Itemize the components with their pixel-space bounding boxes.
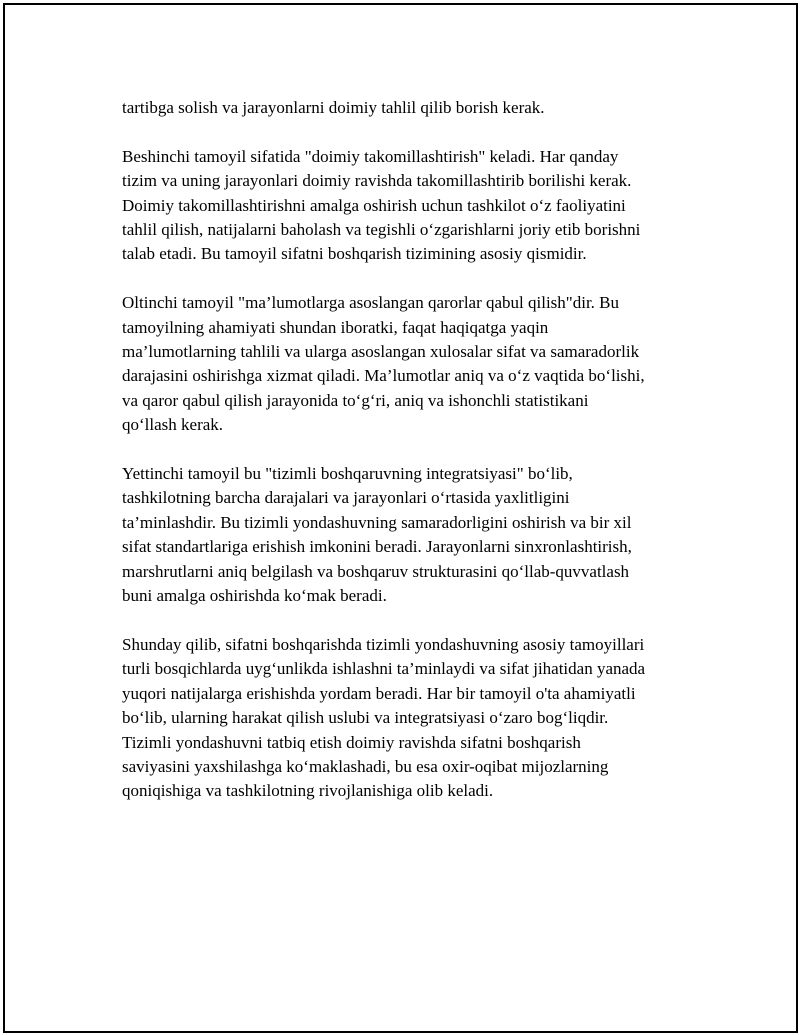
- paragraph-sixth-principle: [122, 291, 707, 437]
- text-line: tashkilotning barcha darajalari va jarayonlari o‘rtasida yaxlitligini: [122, 488, 570, 508]
- text-line: ma’lumotlarning tahlili va ularga asoslangan xulosalar sifat va samaradorlik: [122, 342, 640, 362]
- text-line: Beshinchi tamoyil sifatida "doimiy takomillashtirish" keladi. Har qanday: [122, 146, 619, 166]
- document-page: [3, 3, 798, 1033]
- text-line: qo‘llash kerak.: [122, 415, 224, 435]
- text-line: saviyasini yaxshilashga ko‘maklashadi, bu esa oxir-oqibat mijozlarning: [122, 756, 609, 776]
- text-line: bo‘lib, ularning harakat qilish uslubi va integratsiyasi o‘zaro bog‘liqdir.: [122, 708, 609, 728]
- text-line: tartibga solish va jarayonlarni doimiy tahlil qilib borish kerak.: [122, 98, 545, 117]
- text-line: darajasini oshirishga xizmat qiladi. Ma’lumotlar aniq va o‘z vaqtida bo‘lishi,: [122, 366, 645, 386]
- text-line: talab etadi. Bu tamoyil sifatni boshqarish tizimining asosiy qismidir.: [122, 244, 587, 264]
- text-line: va qaror qabul qilish jarayonida to‘g‘ri, aniq va ishonchli statistikani: [122, 390, 589, 410]
- paragraph-fifth-principle: [122, 145, 707, 267]
- text-line: Doimiy takomillashtirishni amalga oshirish uchun tashkilot o‘z faoliyatini: [122, 195, 626, 215]
- text-line: tizim va uning jarayonlari doimiy ravishda takomillashtirib borilishi kerak.: [122, 171, 632, 191]
- text-line: ta’minlashdir. Bu tizimli yondashuvning samaradorligini oshirish va bir xil: [122, 512, 632, 532]
- text-line: Tizimli yondashuvni tatbiq etish doimiy ravishda sifatni boshqarish: [122, 732, 581, 752]
- text-line: yuqori natijalarga erishishda yordam beradi. Har bir tamoyil o'ta ahamiyatli: [122, 683, 636, 703]
- text-line: buni amalga oshirishda ko‘mak beradi.: [122, 586, 387, 606]
- paragraph-continuation: [122, 96, 707, 120]
- text-line: qoniqishiga va tashkilotning rivojlanishiga olib keladi.: [122, 781, 494, 801]
- text-line: Oltinchi tamoyil "ma’lumotlarga asoslangan qarorlar qabul qilish"dir. Bu: [122, 293, 620, 313]
- text-line: tahlil qilish, natijalarni baholash va tegishli o‘zgarishlarni joriy etib borishni: [122, 220, 641, 240]
- text-line: marshrutlarni aniq belgilash va boshqaruv strukturasini qo‘llab-quvvatlash: [122, 561, 630, 581]
- text-line: Shunday qilib, sifatni boshqarishda tizimli yondashuvning asosiy tamoyillari: [122, 634, 645, 654]
- document-body: [122, 96, 707, 828]
- paragraph-conclusion: [122, 633, 707, 804]
- text-line: sifat standartlariga erishish imkonini beradi. Jarayonlarni sinxronlashtirish,: [122, 537, 632, 557]
- text-line: turli bosqichlarda uyg‘unlikda ishlashni ta’minlaydi va sifat jihatidan yanada: [122, 659, 646, 679]
- paragraph-seventh-principle: [122, 462, 707, 608]
- text-line: Yettinchi tamoyil bu "tizimli boshqaruvning integratsiyasi" bo‘lib,: [122, 464, 573, 484]
- text-line: tamoyilning ahamiyati shundan iboratki, faqat haqiqatga yaqin: [122, 317, 549, 337]
